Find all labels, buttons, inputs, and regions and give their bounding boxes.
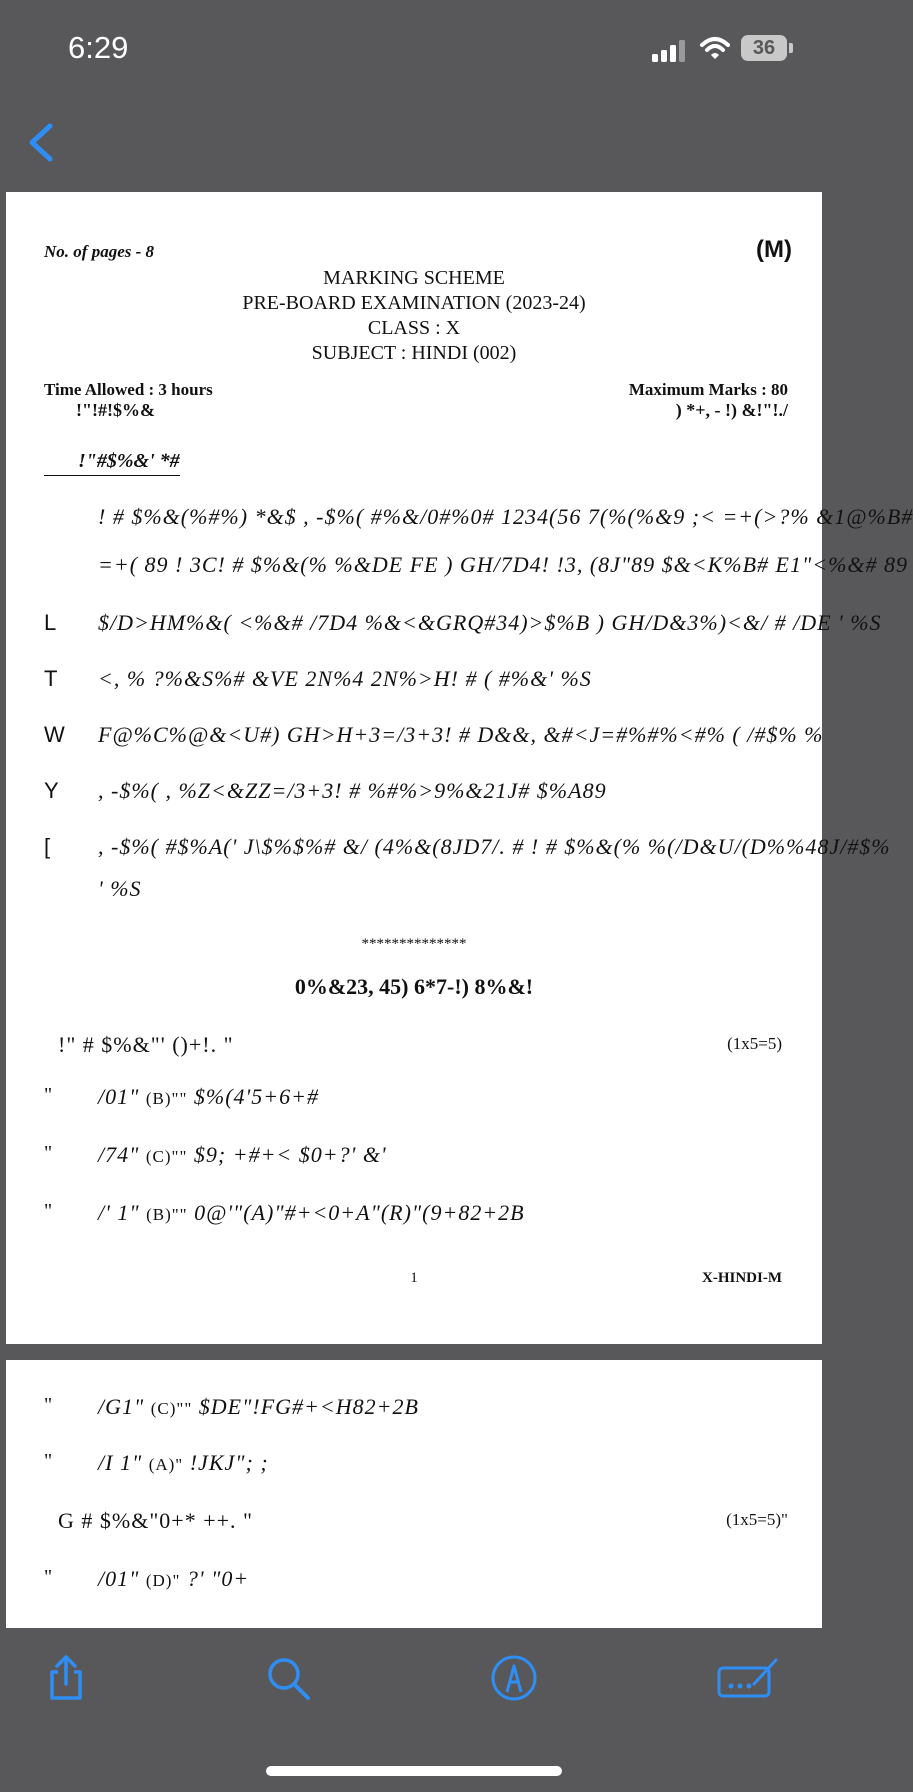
answer-2: [98, 1142, 387, 1168]
max-marks-hindi: ) *+, - !) &!"!./: [675, 400, 788, 420]
question-2-label: G # $%&"0+* ++. ": [58, 1508, 254, 1533]
question-1-marks: (1x5=5): [727, 1034, 782, 1053]
max-marks: Maximum Marks : 80: [628, 380, 788, 399]
instruction-line-6: , -$%( , %Z<&ZZ=/3+3! # %#%>9%&21J# $%A89: [98, 778, 607, 803]
page-number: 1: [410, 1270, 418, 1286]
answer-1-option: (B)"": [145, 1089, 188, 1108]
pages-note: No. of pages - 8: [44, 242, 155, 261]
answer-5: [98, 1450, 269, 1476]
home-indicator[interactable]: [266, 1766, 562, 1776]
document-page-2: [6, 1360, 822, 1628]
footer-code: X-HINDI-M: [702, 1270, 782, 1286]
time-allowed-hindi: !"!#!$%&: [76, 400, 155, 420]
answer-2-text: $9; +#+< $0+?' &': [193, 1142, 387, 1167]
signal-icon: [652, 40, 690, 62]
status-time: 6:29: [68, 30, 129, 65]
status-bar: [0, 0, 828, 100]
instructions-title: !"#$%&' *#: [44, 450, 180, 476]
answer-quote-2: ": [44, 1142, 53, 1164]
answer-5-number: /I 1": [98, 1450, 143, 1475]
instruction-line-3: $/D>HM%&( <%&# /7D4 %&<&GRQ#34)>$%B ) GH/D&3%)<&/ # /DE ' %S: [98, 610, 882, 635]
navigation-bar: [0, 100, 828, 185]
instruction-line-2: =+( 89 ! 3C! # $%&(% %&DE FE ) GH/7D4! !3, (8J"89 $&<K%B# E1"<%&# 89: [98, 552, 909, 577]
instruction-marker-4: T: [44, 666, 59, 691]
heading-line-2: PRE-BOARD EXAMINATION (2023-24): [242, 292, 586, 314]
answer-quote-4: ": [44, 1394, 53, 1416]
answer-4-text: $DE"!FG#+<H82+2B: [198, 1394, 419, 1419]
instruction-marker-3: L: [44, 610, 58, 635]
answer-6-number: /01": [98, 1566, 140, 1591]
answer-quote-6: ": [44, 1566, 53, 1588]
document-page-1: [6, 192, 913, 1344]
section-a-title: 0%&23, 45) 6*7-!) 8%&!: [294, 974, 534, 999]
separator-stars: **************: [361, 936, 467, 952]
instruction-line-8: ' %S: [98, 876, 142, 901]
answer-quote-1: ": [44, 1084, 53, 1106]
answer-1-number: /01": [98, 1084, 140, 1109]
answer-5-option: (A)": [148, 1455, 184, 1474]
markup-icon[interactable]: [490, 1654, 538, 1702]
instruction-marker-7: [: [44, 834, 52, 859]
answer-6: [98, 1566, 249, 1592]
answer-1: [98, 1084, 319, 1110]
answer-3-text: 0@'"(A)"#+<0+A"(R)"(9+82+2B: [194, 1200, 525, 1225]
instruction-line-5: F@%C%@&<U#) GH>H+3=/3+3! # D&&, &#<J=#%#%<#% ( /#$% %: [98, 722, 824, 747]
answer-3-option: (B)"": [146, 1205, 188, 1224]
answer-4: [98, 1394, 419, 1420]
answer-quote-3: ": [44, 1200, 53, 1222]
answer-5-text: !JKJ"; ;: [189, 1450, 269, 1475]
answer-4-option: (C)"": [150, 1399, 193, 1418]
wifi-icon: [700, 36, 730, 60]
keyboard-edit-icon[interactable]: [716, 1654, 780, 1702]
answer-1-text: $%(4'5+6+#: [193, 1084, 319, 1109]
answer-6-text: ?' "0+: [186, 1566, 250, 1591]
heading-line-1: MARKING SCHEME: [323, 267, 505, 289]
question-1-label: !" # $%&"' ()+!. ": [58, 1032, 234, 1057]
answer-4-number: /G1": [98, 1394, 145, 1419]
share-icon[interactable]: [42, 1654, 90, 1702]
time-allowed: Time Allowed : 3 hours: [44, 380, 213, 399]
answer-2-option: (C)"": [145, 1147, 188, 1166]
instruction-line-4: <, % ?%&S%# &VE 2N%4 2N%>H! # ( #%&' %S: [98, 666, 592, 691]
search-icon[interactable]: [264, 1654, 312, 1702]
answer-2-number: /74": [98, 1142, 140, 1167]
answer-3-number: /' 1": [98, 1200, 140, 1225]
question-2-marks: (1x5=5)": [726, 1510, 788, 1529]
answer-6-option: (D)": [145, 1571, 181, 1590]
battery-tip: [789, 43, 793, 53]
set-code: (M): [756, 236, 792, 263]
answer-3: [98, 1200, 525, 1226]
back-chevron-icon[interactable]: [22, 120, 62, 165]
heading-line-3: CLASS : X: [367, 317, 461, 339]
heading-line-4: SUBJECT : HINDI (002): [311, 342, 517, 364]
battery-icon: 36: [741, 35, 787, 61]
instruction-marker-6: Y: [44, 778, 60, 803]
instruction-line-1: ! # $%&(%#%) *&$ , -$%( #%&/0#%0# 1234(56 7(%(%&9 ;< =+(>?% &1@%B#: [98, 504, 913, 529]
answer-quote-5: ": [44, 1450, 53, 1472]
instruction-marker-5: W: [44, 722, 66, 747]
instruction-line-7: , -$%( #$%A(' J\$%$%# &/ (4%&(8JD7/. # ! # $%&(% %(/D&U/(D%%48J/#$%: [98, 834, 891, 859]
